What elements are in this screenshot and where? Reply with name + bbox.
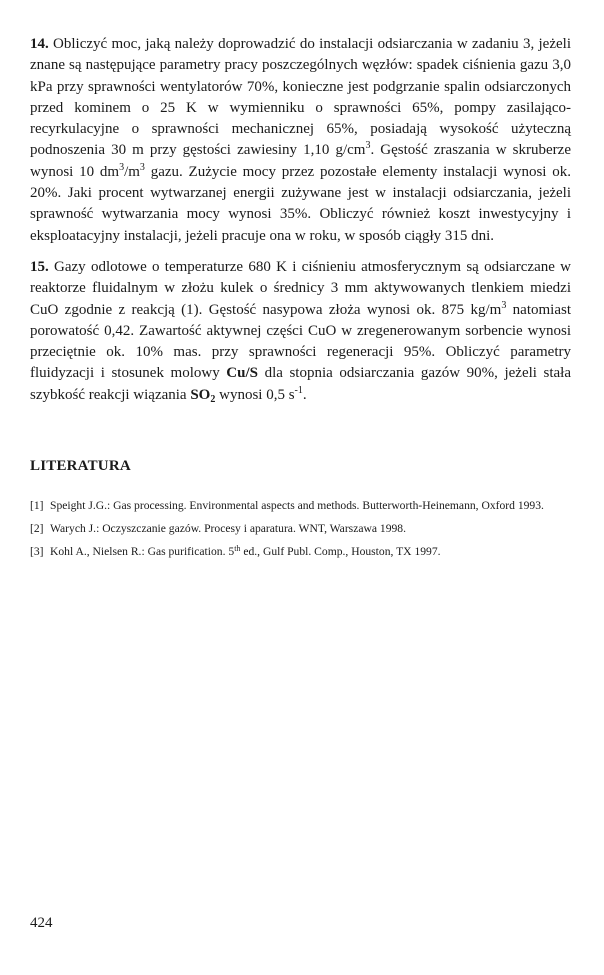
problem-14-text: gazu. Zużycie mocy przez pozostałe elementy instalacji wynosi ok. 20%. Jaki procent wytwarzanej energii zużywane jest w instalacji odsiarczania, jeżeli sprawność wytwarzania mocy wynosi 35%. Obliczyć również koszt inwestycyjny i eksploatacyjny instalacji, jeżeli pracuje ona w roku, w sposób ciągły 315 dni. — [30, 163, 571, 244]
literature-heading: LITERATURA — [30, 458, 131, 474]
problem-15 — [30, 257, 571, 406]
formula-so2 — [190, 387, 215, 403]
reference-item — [30, 544, 575, 559]
page-number: 424 — [30, 915, 53, 931]
reference-item — [30, 521, 575, 536]
superscript: 3 — [119, 161, 125, 173]
formula-so2-base: SO — [190, 386, 211, 403]
problem-14-text: /m — [124, 163, 140, 180]
superscript: th — [234, 544, 241, 553]
problem-14-text: Obliczyć moc, jaką należy doprowadzić do instalacji odsiarczania w zadaniu 3, jeżeli znane są następujące parametry pracy poszczególnych węzłów: spadek ciśnienia gazu 3,0 kPa przy sprawności wentylatorów 70%, konieczne jest podgrzanie spalin odsiarczonych przed kominem o 25 K w wymienniku o sprawności 65%, pompy zasilająco-recyrkulacyjne o sprawności mechanicznej 65%, posiadają wysokość użyteczną podnoszenia 30 m przy gęstości zawiesiny 1,10 g/cm — [30, 36, 571, 159]
reference-text-part: Kohl A., Nielsen R.: Gas purification. 5 — [50, 545, 235, 558]
formula-cu-s: Cu/S — [226, 365, 258, 382]
reference-number: [2] — [30, 522, 44, 535]
reference-text-part: ed., Gulf Publ. Comp., Houston, TX 1997. — [240, 545, 441, 558]
problem-15-number: 15. — [30, 258, 49, 275]
reference-list — [30, 498, 575, 567]
reference-number: [1] — [30, 499, 44, 512]
problem-15-text: Gazy odlotowe o temperaturze 680 K i ciśnieniu atmosferycznym są odsiarczane w reaktorze fluidalnym w złożu kulek o średnicy 3 mm aktywowanych tlenkiem miedzi CuO zgodnie z reakcją (1). Gęstość nasypowa złoża wynosi ok. 875 kg/m — [30, 258, 571, 318]
problem-15-text: . — [302, 386, 307, 403]
problem-15-text: dla stopnia odsiarczania gazów 90%, jeżeli stała szybkość reakcji wiązania — [30, 365, 571, 403]
superscript: 3 — [501, 299, 507, 311]
reference-text — [50, 544, 575, 559]
problem-14-text: . Gęstość zraszania w skruberze wynosi 10 dm — [30, 142, 571, 180]
problem-14 — [30, 34, 571, 247]
reference-number: [3] — [30, 545, 44, 558]
reference-text: Speight J.G.: Gas processing. Environmental aspects and methods. Butterworth-Heinemann, Oxford 1993. — [50, 499, 544, 512]
page-body — [30, 34, 571, 416]
superscript: 3 — [365, 140, 371, 152]
problem-15-text: natomiast porowatość 0,42. Zawartość aktywnej części CuO w zregenerowanym sorbencie wynosi przeciętnie ok. 10% mas. przy sprawności regeneracji 95%. Obliczyć parametry fluidyzacji i stosunek molowy — [30, 301, 571, 382]
subscript: 2 — [210, 393, 216, 405]
reference-text: Warych J.: Oczyszczanie gazów. Procesy i aparatura. WNT, Warszawa 1998. — [50, 522, 406, 535]
reference-item — [30, 498, 575, 513]
problem-14-number: 14. — [30, 36, 49, 52]
superscript: -1 — [294, 384, 303, 396]
superscript: 3 — [139, 161, 145, 173]
problem-15-text: wynosi 0,5 s — [215, 386, 295, 403]
